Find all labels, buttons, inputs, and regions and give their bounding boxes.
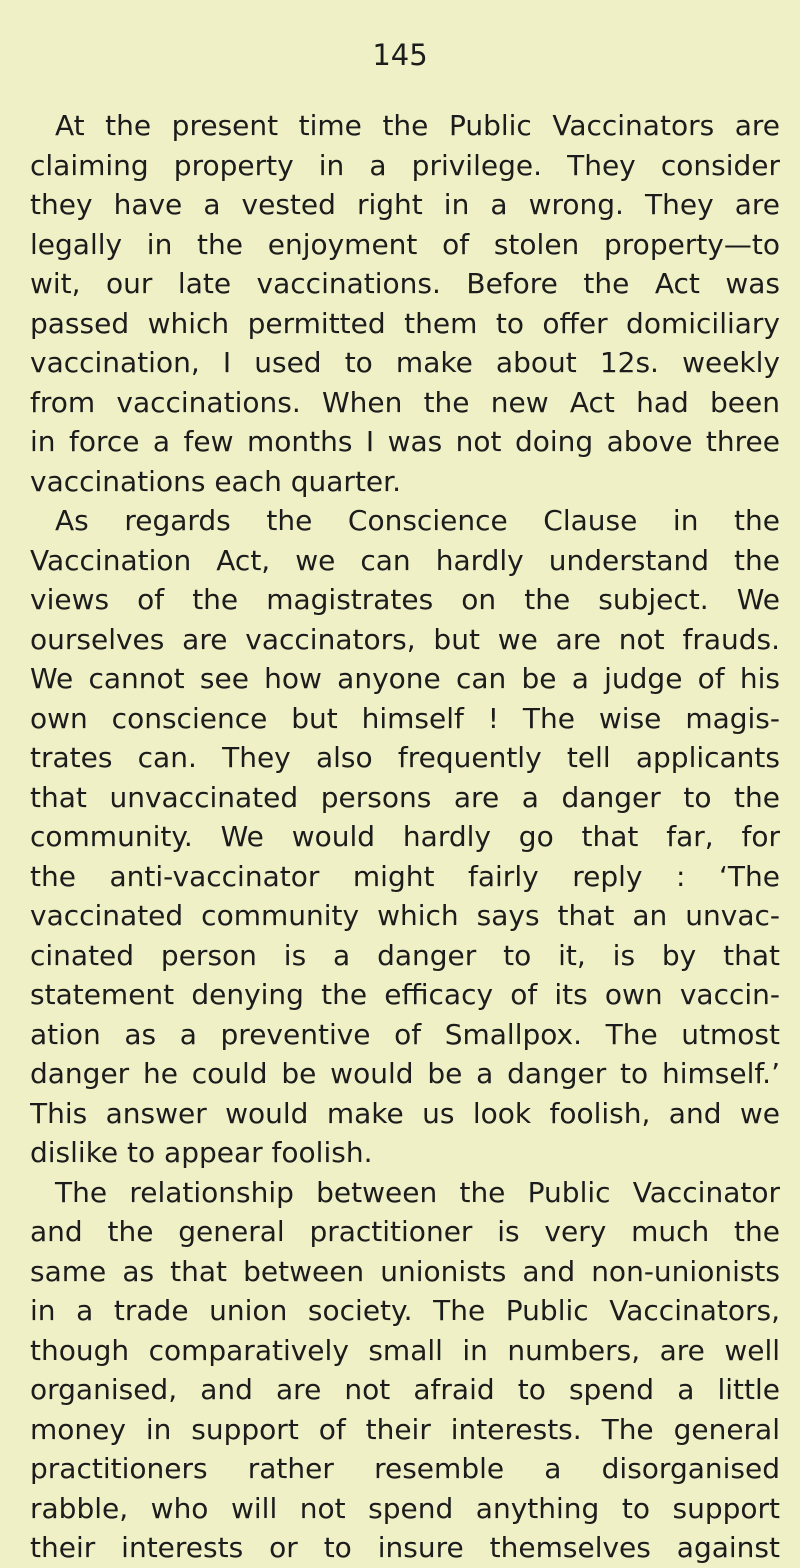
text-line: At the present time the Public Vaccinators are (55, 109, 780, 142)
text-line: vaccination, I used to make about 12s. weekly (30, 346, 780, 379)
text-line: same as that between unionists and non-unionists (30, 1254, 780, 1288)
text-line: Vaccination Act, we can hardly understand the (30, 543, 780, 577)
text-line: though comparatively small in numbers, are well (30, 1333, 780, 1367)
text-line: ation as a preventive of Smallpox. The utmost (30, 1017, 780, 1051)
text-line: views of the magistrates on the subject. We (30, 583, 780, 616)
text-line: statement denying the efficacy of its own vaccin- (30, 978, 780, 1011)
text-line: ourselves are vaccinators, but we are not frauds. (30, 622, 780, 656)
text-line: they have a vested right in a wrong. They are (30, 188, 780, 221)
text-line: vaccinated community which says that an unvac- (30, 899, 780, 932)
text-line: dislike to appear foolish. (30, 1136, 373, 1169)
text-line: passed which permitted them to offer domiciliary (30, 306, 780, 340)
text-line: from vaccinations. When the new Act had been (30, 385, 780, 419)
text-line: organised, and are not afraid to spend a little (30, 1373, 780, 1406)
text-line: practitioners rather resemble a disorganised (30, 1452, 780, 1485)
text-line: rabble, who will not spend anything to support (30, 1491, 780, 1525)
text-line: legally in the enjoyment of stolen property—to (30, 227, 780, 261)
text-line: This answer would make us look foolish, and we (30, 1096, 780, 1130)
text-line: the anti-vaccinator might fairly reply : ‘The (30, 859, 780, 893)
text-line: community. We would hardly go that far, for (30, 820, 780, 853)
text-line: cinated person is a danger to it, is by that (30, 938, 780, 972)
text-line: vaccinations each quarter. (30, 464, 401, 498)
page-number: 145 (372, 38, 428, 72)
text-line: wit, our late vaccinations. Before the Act was (30, 267, 780, 300)
text-line: money in support of their interests. The general (30, 1412, 780, 1446)
text-line: As regards the Conscience Clause in the (55, 504, 780, 537)
text-line: The relationship between the Public Vaccinator (55, 1175, 780, 1209)
text-line: own conscience but himself ! The wise magis- (30, 701, 780, 735)
text-line: that unvaccinated persons are a danger to the (30, 780, 780, 814)
body-text (30, 106, 780, 1568)
text-line: their interests or to insure themselves against (30, 1531, 780, 1564)
text-line: in a trade union society. The Public Vaccinators, (30, 1294, 780, 1327)
text-line: and the general practitioner is very much the (30, 1215, 780, 1248)
text-line: in force a few months I was not doing above three (30, 425, 780, 458)
text-line: We cannot see how anyone can be a judge of his (30, 662, 780, 695)
text-line: trates can. They also frequently tell applicants (30, 741, 780, 774)
text-line: danger he could be would be a danger to himself.’ (30, 1057, 780, 1090)
text-line: claiming property in a privilege. They consider (30, 148, 780, 182)
